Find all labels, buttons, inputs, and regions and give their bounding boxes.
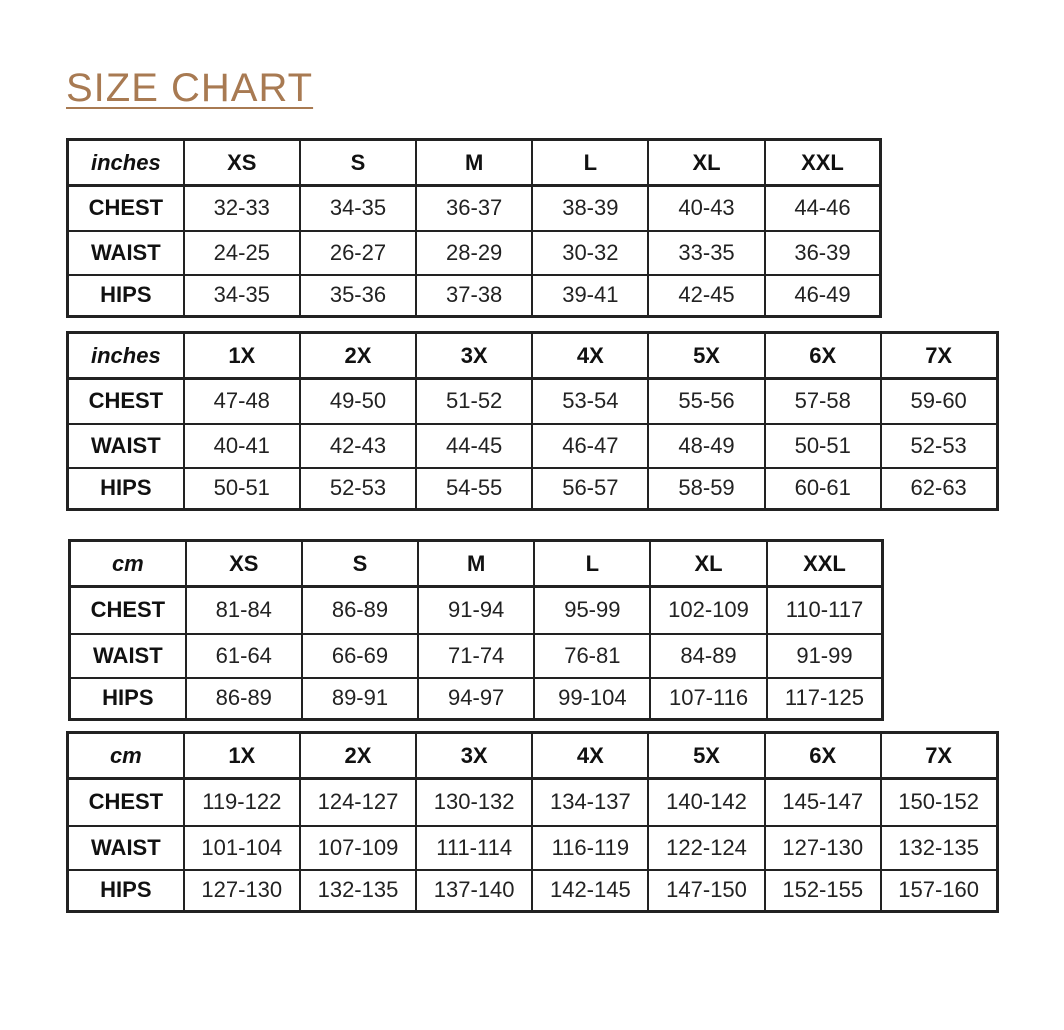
size-header: 1X — [184, 333, 300, 379]
measurement-value: 157-160 — [881, 870, 997, 912]
measurement-value: 102-109 — [650, 587, 766, 634]
measurement-value: 122-124 — [648, 826, 764, 870]
measurement-value: 30-32 — [532, 231, 648, 275]
measurement-value: 33-35 — [648, 231, 764, 275]
measurement-value: 86-89 — [186, 678, 302, 720]
measurement-value: 142-145 — [532, 870, 648, 912]
measurement-value: 116-119 — [532, 826, 648, 870]
table-row — [68, 231, 881, 275]
measurement-value: 24-25 — [184, 231, 300, 275]
size-header: XXL — [765, 140, 881, 186]
measurement-value: 95-99 — [534, 587, 650, 634]
measurement-value: 52-53 — [300, 468, 416, 510]
measurement-value: 94-97 — [418, 678, 534, 720]
measurement-value: 152-155 — [765, 870, 881, 912]
measurement-value: 61-64 — [186, 634, 302, 678]
measurement-value: 52-53 — [881, 424, 997, 468]
size-header: L — [532, 140, 648, 186]
measurement-value: 36-37 — [416, 186, 532, 231]
measurement-value: 150-152 — [881, 779, 997, 826]
measurement-value: 91-94 — [418, 587, 534, 634]
measurement-value: 134-137 — [532, 779, 648, 826]
size-header: 5X — [648, 733, 764, 779]
measurement-value: 101-104 — [184, 826, 300, 870]
measurement-value: 53-54 — [532, 379, 648, 424]
measurement-label: WAIST — [68, 231, 184, 275]
measurement-value: 127-130 — [765, 826, 881, 870]
header-row — [68, 140, 881, 186]
measurement-value: 145-147 — [765, 779, 881, 826]
measurement-label: HIPS — [68, 275, 184, 317]
measurement-value: 44-46 — [765, 186, 881, 231]
measurement-value: 57-58 — [765, 379, 881, 424]
table-row — [68, 870, 998, 912]
table-row — [68, 826, 998, 870]
size-header: 1X — [184, 733, 300, 779]
table-row — [68, 424, 998, 468]
measurement-value: 42-45 — [648, 275, 764, 317]
size-header: 6X — [765, 733, 881, 779]
measurement-value: 84-89 — [650, 634, 766, 678]
table-row — [70, 587, 883, 634]
measurement-value: 40-41 — [184, 424, 300, 468]
unit-label: inches — [68, 140, 184, 186]
size-header: 3X — [416, 733, 532, 779]
measurement-label: HIPS — [68, 468, 184, 510]
measurement-value: 50-51 — [765, 424, 881, 468]
measurement-value: 36-39 — [765, 231, 881, 275]
page-title: SIZE CHART — [66, 66, 314, 110]
size-header: XL — [650, 541, 766, 587]
measurement-value: 37-38 — [416, 275, 532, 317]
measurement-label: CHEST — [70, 587, 186, 634]
table-row — [68, 275, 881, 317]
measurement-value: 60-61 — [765, 468, 881, 510]
measurement-value: 54-55 — [416, 468, 532, 510]
measurement-value: 26-27 — [300, 231, 416, 275]
size-header: 7X — [881, 733, 997, 779]
measurement-value: 55-56 — [648, 379, 764, 424]
size-header: 6X — [765, 333, 881, 379]
measurement-label: WAIST — [68, 424, 184, 468]
header-row — [68, 733, 998, 779]
size-header: M — [416, 140, 532, 186]
measurement-label: HIPS — [68, 870, 184, 912]
measurement-value: 40-43 — [648, 186, 764, 231]
measurement-value: 50-51 — [184, 468, 300, 510]
size-table-1 — [66, 138, 882, 318]
measurement-value: 111-114 — [416, 826, 532, 870]
measurement-value: 32-33 — [184, 186, 300, 231]
measurement-value: 132-135 — [881, 826, 997, 870]
measurement-value: 117-125 — [767, 678, 883, 720]
measurement-label: WAIST — [68, 826, 184, 870]
table-row — [68, 186, 881, 231]
measurement-label: WAIST — [70, 634, 186, 678]
table-row — [68, 779, 998, 826]
measurement-value: 140-142 — [648, 779, 764, 826]
measurement-value: 35-36 — [300, 275, 416, 317]
measurement-label: HIPS — [70, 678, 186, 720]
table-row — [68, 468, 998, 510]
measurement-value: 38-39 — [532, 186, 648, 231]
measurement-value: 132-135 — [300, 870, 416, 912]
measurement-value: 44-45 — [416, 424, 532, 468]
size-header: XL — [648, 140, 764, 186]
table-row — [70, 634, 883, 678]
header-row — [70, 541, 883, 587]
measurement-value: 34-35 — [300, 186, 416, 231]
size-header: 5X — [648, 333, 764, 379]
measurement-value: 56-57 — [532, 468, 648, 510]
measurement-value: 147-150 — [648, 870, 764, 912]
measurement-value: 137-140 — [416, 870, 532, 912]
unit-label: cm — [70, 541, 186, 587]
table-row — [68, 379, 998, 424]
measurement-value: 81-84 — [186, 587, 302, 634]
measurement-value: 91-99 — [767, 634, 883, 678]
measurement-value: 59-60 — [881, 379, 997, 424]
measurement-value: 46-49 — [765, 275, 881, 317]
measurement-value: 71-74 — [418, 634, 534, 678]
measurement-value: 119-122 — [184, 779, 300, 826]
measurement-value: 34-35 — [184, 275, 300, 317]
measurement-value: 99-104 — [534, 678, 650, 720]
measurement-value: 107-116 — [650, 678, 766, 720]
measurement-label: CHEST — [68, 186, 184, 231]
measurement-label: CHEST — [68, 379, 184, 424]
size-header: XS — [184, 140, 300, 186]
size-table-4 — [66, 731, 999, 913]
size-header: M — [418, 541, 534, 587]
size-header: 3X — [416, 333, 532, 379]
header-row — [68, 333, 998, 379]
size-table-3 — [68, 539, 884, 721]
measurement-value: 127-130 — [184, 870, 300, 912]
size-header: S — [300, 140, 416, 186]
measurement-value: 58-59 — [648, 468, 764, 510]
measurement-value: 89-91 — [302, 678, 418, 720]
measurement-value: 49-50 — [300, 379, 416, 424]
size-header: 4X — [532, 333, 648, 379]
measurement-value: 42-43 — [300, 424, 416, 468]
measurement-value: 130-132 — [416, 779, 532, 826]
size-header: XS — [186, 541, 302, 587]
measurement-label: CHEST — [68, 779, 184, 826]
measurement-value: 62-63 — [881, 468, 997, 510]
measurement-value: 39-41 — [532, 275, 648, 317]
measurement-value: 48-49 — [648, 424, 764, 468]
measurement-value: 86-89 — [302, 587, 418, 634]
measurement-value: 110-117 — [767, 587, 883, 634]
measurement-value: 124-127 — [300, 779, 416, 826]
size-table-2 — [66, 331, 999, 511]
measurement-value: 51-52 — [416, 379, 532, 424]
measurement-value: 28-29 — [416, 231, 532, 275]
measurement-value: 47-48 — [184, 379, 300, 424]
size-header: 7X — [881, 333, 997, 379]
size-header: 2X — [300, 333, 416, 379]
unit-label: inches — [68, 333, 184, 379]
measurement-value: 76-81 — [534, 634, 650, 678]
table-row — [70, 678, 883, 720]
size-header: L — [534, 541, 650, 587]
size-header: 2X — [300, 733, 416, 779]
measurement-value: 66-69 — [302, 634, 418, 678]
size-header: XXL — [767, 541, 883, 587]
size-header: 4X — [532, 733, 648, 779]
unit-label: cm — [68, 733, 184, 779]
measurement-value: 107-109 — [300, 826, 416, 870]
size-header: S — [302, 541, 418, 587]
measurement-value: 46-47 — [532, 424, 648, 468]
